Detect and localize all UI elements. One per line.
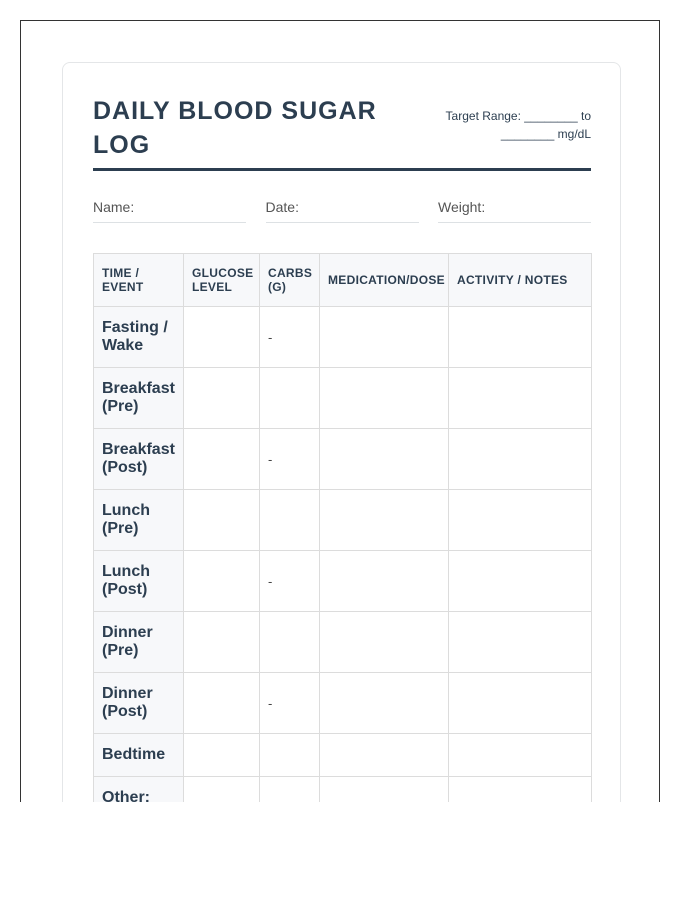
medication-cell[interactable] (320, 673, 449, 734)
carbs-cell[interactable]: - (260, 429, 320, 490)
notes-cell[interactable] (449, 551, 592, 612)
table-row (94, 673, 592, 734)
info-fields (93, 199, 591, 223)
glucose-cell[interactable] (184, 734, 260, 777)
column-header-carbs: CARBS (G) (260, 254, 320, 307)
target-range: Target Range: ________ to ________ mg/dL (445, 109, 591, 141)
medication-cell[interactable] (320, 368, 449, 429)
table-row (94, 490, 592, 551)
event-cell: Fasting / Wake (94, 307, 184, 368)
table-row (94, 368, 592, 429)
event-cell: Breakfast (Pre) (94, 368, 184, 429)
carbs-cell[interactable] (260, 734, 320, 777)
event-cell: Other: (94, 777, 184, 803)
medication-cell[interactable] (320, 612, 449, 673)
table-header-row (94, 254, 592, 307)
medication-cell[interactable] (320, 734, 449, 777)
table-row (94, 734, 592, 777)
glucose-cell[interactable] (184, 777, 260, 803)
weight-field[interactable]: Weight: (438, 199, 591, 223)
carbs-cell[interactable] (260, 490, 320, 551)
table-row (94, 612, 592, 673)
event-cell: Dinner (Post) (94, 673, 184, 734)
glucose-cell[interactable] (184, 673, 260, 734)
notes-cell[interactable] (449, 673, 592, 734)
date-field[interactable]: Date: (266, 199, 419, 223)
table-row (94, 551, 592, 612)
notes-cell[interactable] (449, 612, 592, 673)
notes-cell[interactable] (449, 429, 592, 490)
page-title: DAILY BLOOD SUGAR LOG (93, 97, 377, 159)
carbs-cell[interactable] (260, 777, 320, 803)
page-frame (20, 20, 660, 802)
carbs-cell[interactable]: - (260, 673, 320, 734)
glucose-cell[interactable] (184, 551, 260, 612)
table-row (94, 777, 592, 803)
column-header-glucose: GLUCOSE LEVEL (184, 254, 260, 307)
notes-cell[interactable] (449, 490, 592, 551)
carbs-cell[interactable] (260, 612, 320, 673)
column-header-medication: MEDICATION/DOSE (320, 254, 449, 307)
carbs-cell[interactable] (260, 368, 320, 429)
medication-cell[interactable] (320, 307, 449, 368)
name-field[interactable]: Name: (93, 199, 246, 223)
carbs-cell[interactable]: - (260, 307, 320, 368)
carbs-cell[interactable]: - (260, 551, 320, 612)
blood-sugar-table (93, 253, 592, 802)
notes-cell[interactable] (449, 777, 592, 803)
glucose-cell[interactable] (184, 490, 260, 551)
event-cell: Bedtime (94, 734, 184, 777)
glucose-cell[interactable] (184, 429, 260, 490)
glucose-cell[interactable] (184, 307, 260, 368)
log-card (62, 62, 621, 802)
column-header-notes: ACTIVITY / NOTES (449, 254, 592, 307)
event-cell: Lunch (Post) (94, 551, 184, 612)
notes-cell[interactable] (449, 307, 592, 368)
medication-cell[interactable] (320, 490, 449, 551)
log-header (93, 91, 591, 171)
event-cell: Lunch (Pre) (94, 490, 184, 551)
glucose-cell[interactable] (184, 612, 260, 673)
table-row (94, 307, 592, 368)
event-cell: Dinner (Pre) (94, 612, 184, 673)
column-header-time-event: TIME / EVENT (94, 254, 184, 307)
event-cell: Breakfast (Post) (94, 429, 184, 490)
medication-cell[interactable] (320, 429, 449, 490)
medication-cell[interactable] (320, 777, 449, 803)
table-row (94, 429, 592, 490)
notes-cell[interactable] (449, 734, 592, 777)
medication-cell[interactable] (320, 551, 449, 612)
glucose-cell[interactable] (184, 368, 260, 429)
notes-cell[interactable] (449, 368, 592, 429)
